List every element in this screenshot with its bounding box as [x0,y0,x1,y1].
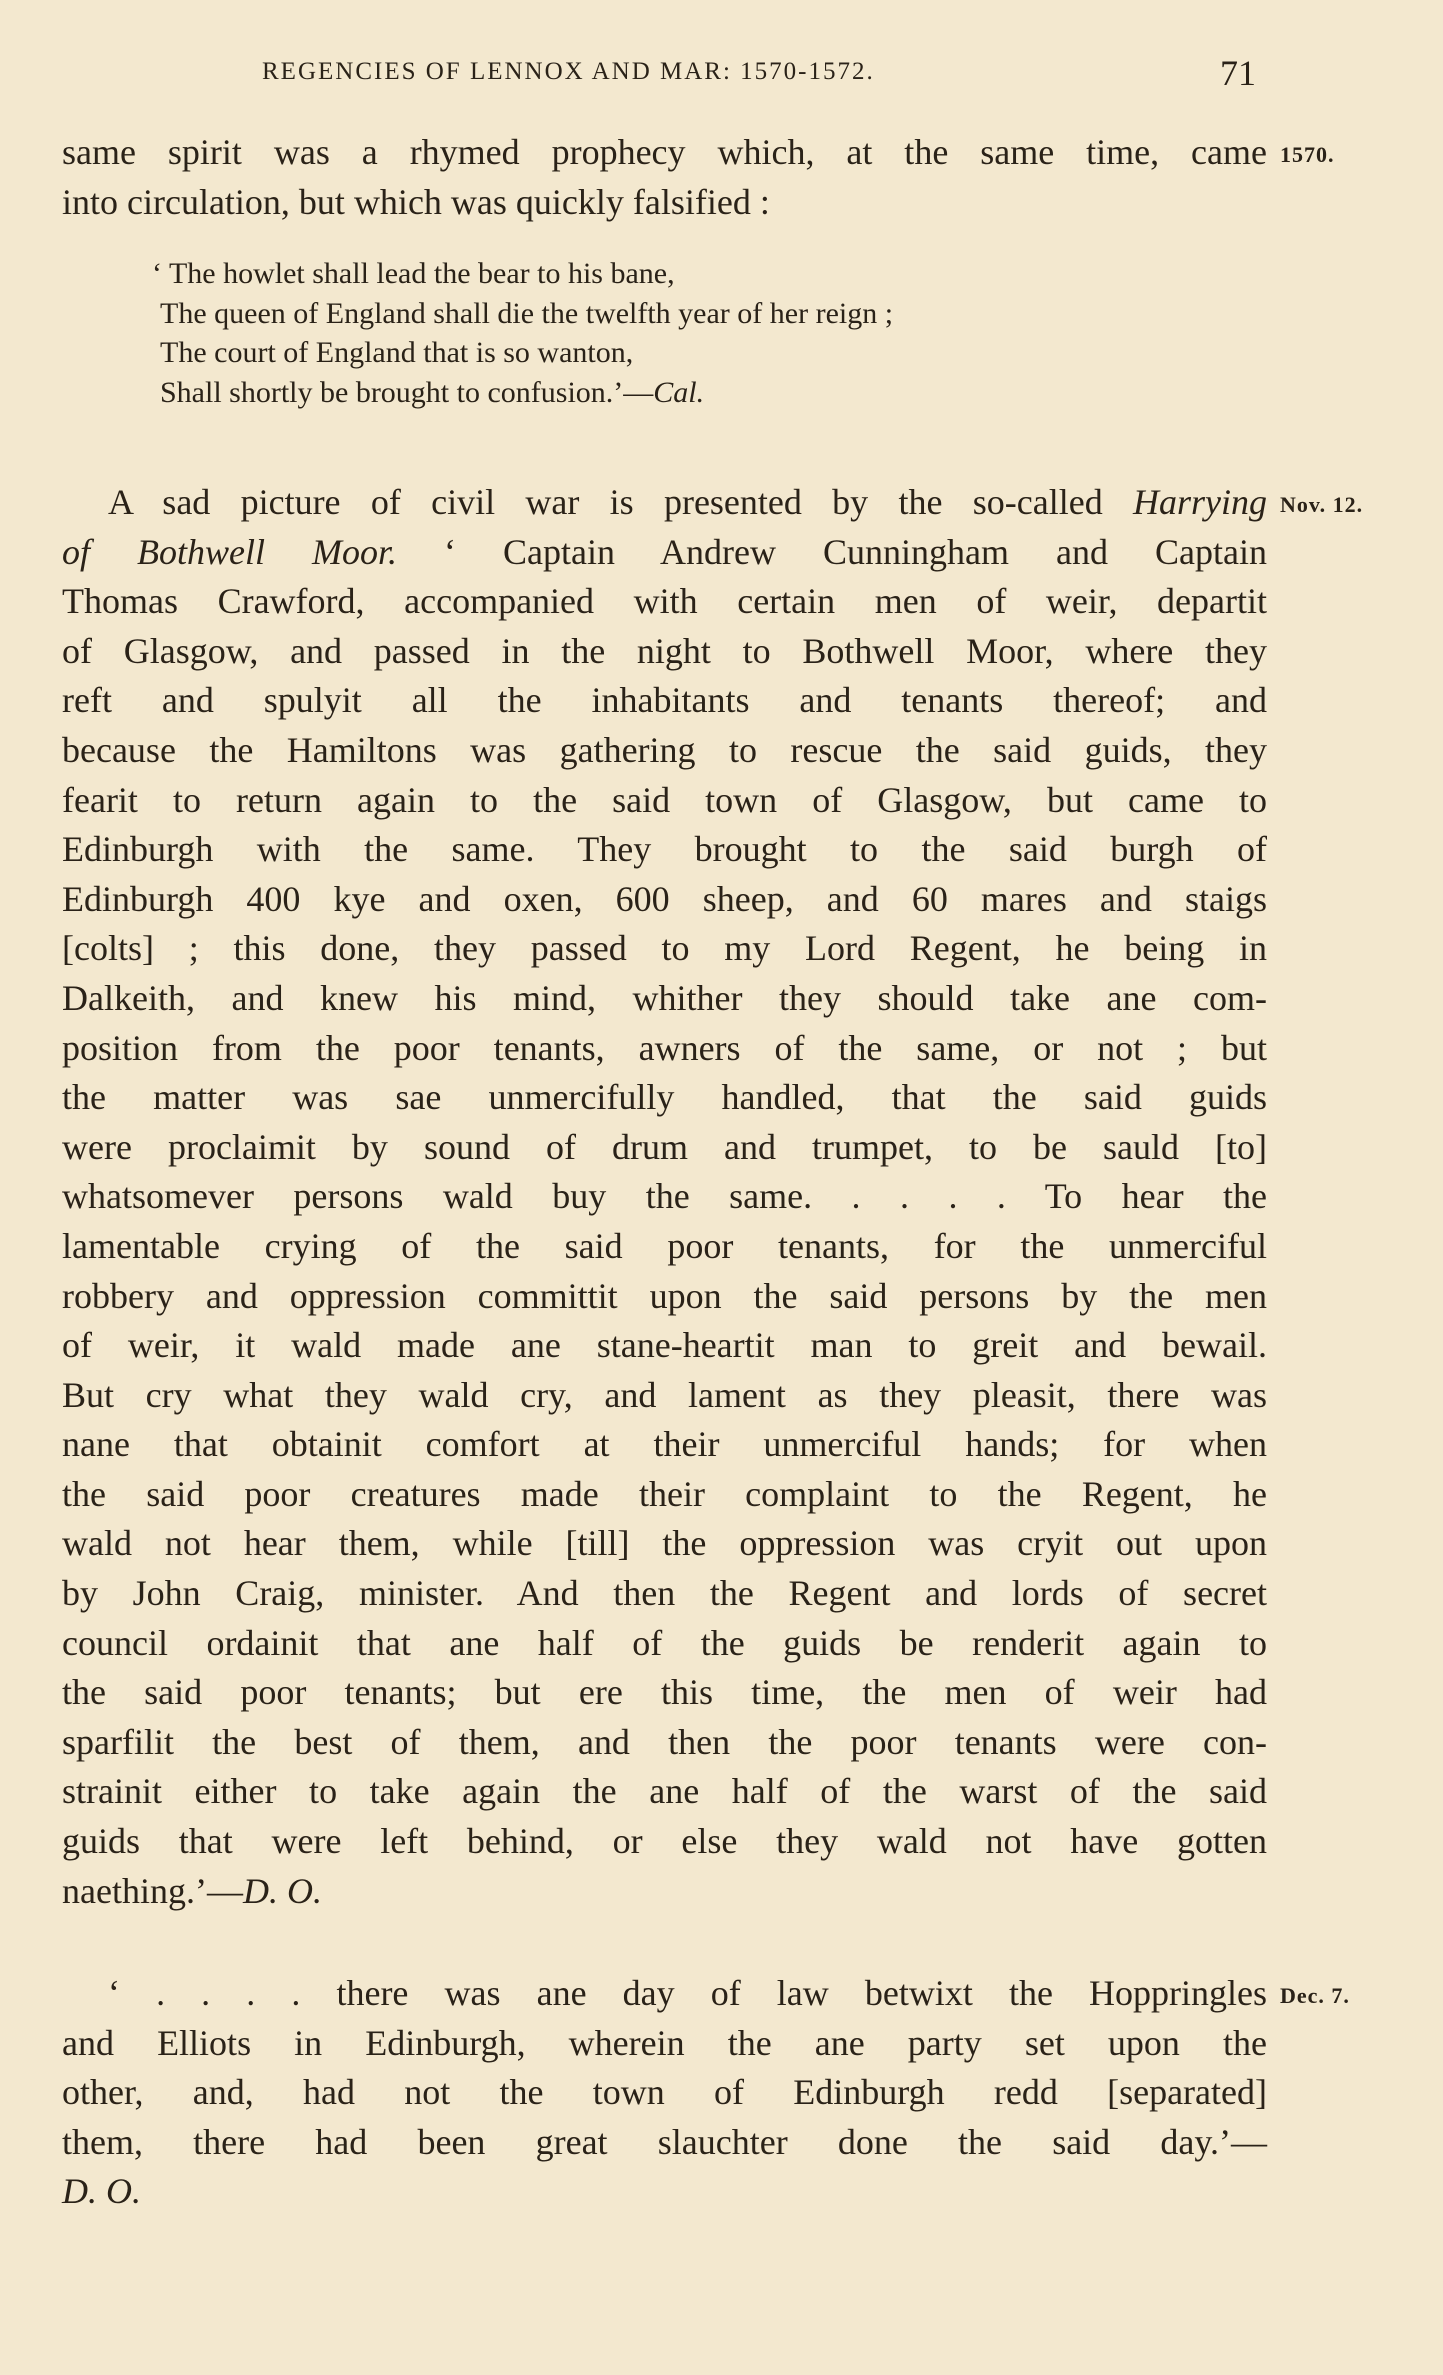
text-line: guids that were left behind, or else they wald not have gotten [62,1821,1267,1862]
text-line: the said poor creatures made their complaint to the Regent, he [62,1473,1267,1514]
source-attribution: D. O. [62,2171,141,2212]
text-line: ‘ . . . . there was ane day of law betwixt the Hoppringles [108,1973,1267,2013]
verse-line: The queen of England shall die the twelfth year of her reign ; [160,296,894,330]
text-span: ‘ Captain Andrew Cunningham and Captain [444,531,1267,572]
text-line: were proclaimit by sound of drum and trumpet, to be sauld [to] [62,1126,1267,1167]
italic-title: Harrying [1133,482,1267,522]
verse-line: ‘ The howlet shall lead the bear to his bane, [152,257,675,290]
text-line: of Glasgow, and passed in the night to Bothwell Moor, where they [62,630,1267,671]
paragraph-hoppringles [62,1969,1267,2217]
verse-line: The court of England that is so wanton, [160,336,634,369]
source-attribution: D. O. [242,1870,322,1911]
text-line: Dalkeith, and knew his mind, whither they should take ane com- [62,977,1267,1018]
text-line: nane that obtainit comfort at their unmerciful hands; for when [62,1424,1267,1465]
margin-note-dec: Dec. 7. [1280,1983,1350,2008]
page-header [0,53,1443,108]
text-line: them, there had been great slauchter done the said day.’— [62,2121,1267,2162]
text-line: council ordainit that ane half of the guids be renderit again to [62,1622,1267,1663]
running-head: REGENCIES OF LENNOX AND MAR: 1570-1572. [262,58,875,85]
margin-note-year: 1570. [1280,142,1335,167]
text-line: Edinburgh 400 kye and oxen, 600 sheep, and 60 mares and staigs [62,878,1267,919]
text-line [62,478,1267,528]
text-line: because the Hamiltons was gathering to rescue the said guids, they [62,729,1267,770]
verse-quotation [152,254,894,412]
text-line: reft and spulyit all the inhabitants and tenants thereof; and [62,680,1267,721]
verse-text: Shall shortly be brought to confusion.’— [160,375,654,409]
paragraph-prophecy-intro [62,128,1267,227]
text-span: A sad picture of civil war is presented by the so-called [108,482,1103,522]
text-line: other, and, had not the town of Edinburgh redd [separated] [62,2072,1267,2113]
source-attribution: Cal. [653,375,705,409]
text-line: sparfilit the best of them, and then the poor tenants were con- [62,1721,1267,1762]
text-line: [colts] ; this done, they passed to my Lord Regent, he being in [62,928,1267,969]
text-line: and Elliots in Edinburgh, wherein the ane party set upon the [62,2022,1267,2063]
margin-note-nov: Nov. 12. [1280,492,1364,517]
text-line: Edinburgh with the same. They brought to the said burgh of [62,829,1267,870]
paragraph-harrying [62,478,1267,1916]
text-line: the matter was sae unmercifully handled, that the said guids [62,1077,1267,1118]
text-line: fearit to return again to the said town of Glasgow, but came to [62,779,1267,820]
text-line: robbery and oppression committit upon the said persons by the men [62,1275,1267,1316]
text-line: But cry what they wald cry, and lament as they pleasit, there was [62,1374,1267,1415]
text-line: position from the poor tenants, awners of the same, or not ; but [62,1027,1267,1068]
verse-line [160,373,893,413]
text-line: whatsomever persons wald buy the same. . . . . To hear the [62,1176,1267,1217]
text-line [62,528,1267,578]
text-span: naething.’— [62,1870,243,1911]
text-line: into circulation, but which was quickly falsified : [62,181,770,222]
text-line [62,1867,1267,1917]
text-line: of weir, it wald made ane stane-heartit man to greit and bewail. [62,1325,1267,1366]
text-line: the said poor tenants; but ere this time, the men of weir had [62,1672,1267,1713]
text-line: wald not hear them, while [till] the oppression was cryit out upon [62,1523,1267,1564]
text-line: Thomas Crawford, accompanied with certain men of weir, departit [62,581,1267,622]
text-line: lamentable crying of the said poor tenants, for the unmerciful [62,1225,1267,1266]
text-line: by John Craig, minister. And then the Regent and lords of secret [62,1573,1267,1614]
text-line: same spirit was a rhymed prophecy which, at the same time, came [62,132,1267,172]
italic-title: of Bothwell Moor. [62,531,398,572]
page-number: 71 [1220,53,1256,93]
text-line: strainit either to take again the ane half of the warst of the said [62,1771,1267,1812]
